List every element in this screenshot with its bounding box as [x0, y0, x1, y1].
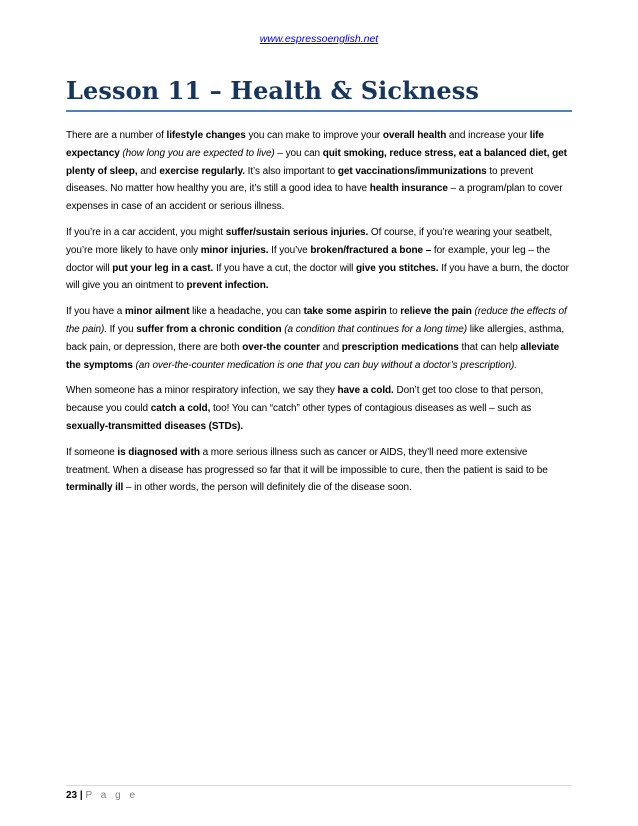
bold-term: minor ailment	[124, 306, 190, 318]
bold-term: health insurance	[369, 183, 448, 195]
text-run: If someone	[66, 446, 118, 458]
bold-term: sexually-transmitted diseases (STDs).	[66, 420, 244, 432]
bold-term: broken/fractured a bone –	[310, 244, 432, 256]
italic-definition: (an over-the-counter medication is one that you can buy without a doctor’s prescription).	[132, 359, 517, 371]
text-run: like allergies, asthma, back pain, or depression, there are both	[66, 323, 565, 353]
text-run: If you’re in a car accident, you might	[66, 226, 226, 238]
bold-term: over-the counter	[242, 341, 320, 353]
paragraph-injuries	[66, 224, 574, 295]
bold-term: put your leg in a cast.	[112, 262, 214, 274]
text-run: and	[319, 341, 342, 353]
text-run: If you have a burn, the doctor will give you an ointment to	[66, 262, 569, 292]
bold-term: life expectancy	[66, 130, 544, 159]
bold-term: prevent infection.	[186, 280, 269, 292]
page-number: 23	[66, 790, 78, 801]
header-website-link[interactable]: www.espressoenglish.net	[259, 33, 379, 45]
bold-term: suffer/sustain serious injuries.	[225, 226, 369, 238]
text-run: and	[137, 165, 160, 177]
text-run: If you have a	[66, 306, 125, 318]
bold-term: quit smoking, reduce stress, eat a balanced diet, get plenty of sleep,	[66, 147, 567, 177]
text-run: – you can	[274, 147, 323, 159]
bold-term: is diagnosed with	[117, 446, 200, 458]
text-run: If you’ve	[268, 244, 311, 256]
bold-term: have a cold.	[337, 385, 394, 397]
text-run: – in other words, the person will definitely die of the disease soon.	[123, 482, 412, 494]
lesson-title: Lesson 11 – Health & Sickness	[66, 76, 479, 105]
italic-definition: (a condition that continues for a long time)	[281, 323, 467, 335]
footer-rule	[66, 785, 572, 786]
bold-term: catch a cold,	[150, 403, 211, 415]
text-run: and increase your	[446, 130, 530, 141]
paragraph-lifestyle	[66, 127, 574, 216]
paragraph-ailments	[66, 303, 574, 374]
text-run: It’s also important to	[244, 165, 338, 177]
bold-term: take some aspirin	[303, 306, 387, 318]
bold-term: alleviate the symptoms	[66, 341, 560, 371]
bold-term: suffer from a chronic condition	[136, 323, 282, 335]
text-run: If you	[106, 323, 137, 335]
page-label: P a g e	[85, 790, 139, 801]
text-run: When someone has a minor respiratory infection, we say they	[66, 385, 338, 397]
bold-term: get vaccinations/immunizations	[337, 165, 487, 177]
text-run: that can help	[458, 341, 521, 353]
bold-term: minor injuries.	[200, 244, 269, 256]
text-run: Don’t get too close to that person, because you could	[66, 385, 544, 415]
italic-definition: (reduce the effects of the pain).	[66, 306, 567, 335]
text-run: for example, your leg – the doctor will	[66, 244, 551, 274]
bold-term: relieve the pain	[400, 306, 472, 318]
text-run: like a headache, you can	[189, 306, 304, 318]
bold-term: terminally ill	[66, 482, 124, 494]
text-run: If you have a cut, the doctor will	[213, 262, 357, 274]
bold-term: overall health	[382, 130, 447, 141]
bold-term: exercise regularly.	[159, 165, 245, 177]
bold-term: give you stitches.	[356, 262, 439, 274]
text-run: Of course, if you’re wearing your seatbelt, you’re more likely to have only	[66, 226, 553, 256]
bold-term: prescription medications	[341, 341, 459, 353]
text-run: – a program/plan to cover expenses in case of an accident or serious illness.	[66, 183, 563, 213]
text-run: you can make to improve your	[245, 130, 383, 141]
text-run: to	[386, 306, 401, 318]
page-footer	[66, 790, 138, 801]
text-run: There are a number of	[66, 130, 167, 141]
lesson-body	[66, 127, 574, 505]
paragraph-cold	[66, 382, 574, 435]
text-run: to prevent diseases. No matter how healthy you are, it’s still a good idea to have	[66, 165, 534, 195]
paragraph-serious-illness	[66, 444, 574, 497]
text-run: a more serious illness such as cancer or AIDS, they’ll need more extensive treatment. When a disease has progressed so far that it will be impossible to cure, then the patient is said to be	[66, 446, 548, 476]
footer-separator: |	[79, 790, 83, 801]
title-underline-rule	[66, 110, 572, 112]
bold-term: lifestyle changes	[166, 130, 246, 141]
italic-definition: (how long you are expected to live)	[119, 147, 275, 159]
text-run: too! You can “catch” other types of contagious diseases as well – such as	[210, 403, 532, 415]
